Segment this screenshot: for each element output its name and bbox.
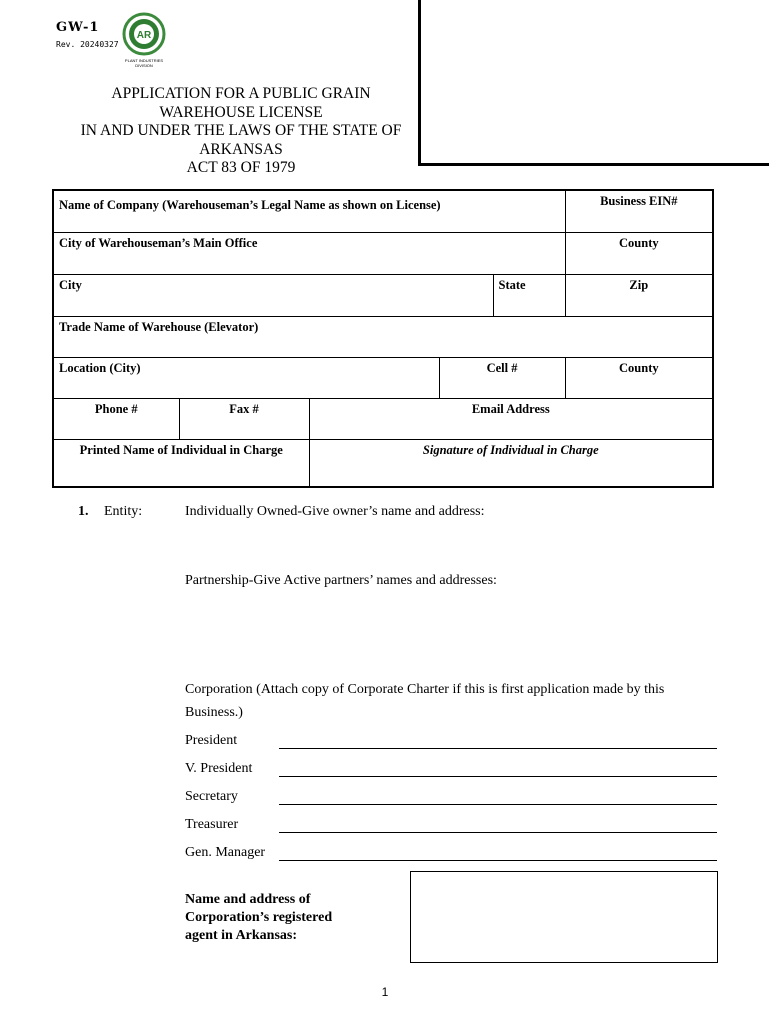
page-title xyxy=(55,85,427,178)
seal-icon xyxy=(120,12,168,56)
revision-label: Rev. 20240327 xyxy=(56,40,119,49)
agent-label-line: agent in Arkansas: xyxy=(185,928,298,943)
city-label: City xyxy=(59,278,82,292)
fax-field[interactable] xyxy=(179,399,309,440)
signature-field[interactable] xyxy=(309,440,713,488)
company-name-label: Name of Company (Warehouseman’s Legal Name as shown on License) xyxy=(59,198,441,212)
cell-label: Cell # xyxy=(486,361,518,375)
section-number: 1. xyxy=(78,504,89,519)
title-line: WAREHOUSE LICENSE xyxy=(159,103,323,121)
officer-label-secretary: Secretary xyxy=(185,789,238,804)
county-label: County xyxy=(619,361,659,375)
registered-agent-box[interactable] xyxy=(410,871,718,963)
signature-label: Signature of Individual in Charge xyxy=(422,443,599,457)
main-county-field[interactable] xyxy=(565,233,713,275)
location-city-field[interactable] xyxy=(53,358,439,399)
location-city-label: Location (City) xyxy=(59,361,141,375)
phone-field[interactable] xyxy=(53,399,179,440)
secretary-line[interactable] xyxy=(279,804,717,805)
title-line: ARKANSAS xyxy=(199,140,283,158)
printed-name-label: Printed Name of Individual in Charge xyxy=(79,443,283,457)
form-code: GW-1 xyxy=(56,20,100,35)
fax-label: Fax # xyxy=(229,402,259,416)
title-line: ACT 83 OF 1979 xyxy=(186,159,296,176)
agent-label-line: Corporation’s registered xyxy=(185,910,333,925)
phone-label: Phone # xyxy=(94,402,138,416)
business-ein-field[interactable] xyxy=(565,190,713,233)
corporation-text: Corporation (Attach copy of Corporate Charter if this is first application made by this xyxy=(185,682,665,697)
office-use-box xyxy=(418,0,769,166)
zip-label: Zip xyxy=(629,278,649,292)
officer-label-treasurer: Treasurer xyxy=(185,817,239,832)
individual-owned-text: Individually Owned-Give owner’s name and address: xyxy=(185,504,485,519)
partnership-text: Partnership-Give Active partners’ names and addresses: xyxy=(185,573,497,588)
agency-logo xyxy=(120,12,168,72)
location-county-field[interactable] xyxy=(565,358,713,399)
treasurer-line[interactable] xyxy=(279,832,717,833)
officer-label-vice-president: V. President xyxy=(185,761,253,776)
entity-label: Entity: xyxy=(104,504,143,519)
trade-name-field[interactable] xyxy=(53,317,713,358)
license-info-table xyxy=(52,189,714,488)
logo-mark: AR xyxy=(136,30,152,41)
logo-caption: PLANT INDUSTRIES DIVISION xyxy=(124,58,164,68)
page-number: 1 xyxy=(381,985,389,999)
state-field[interactable] xyxy=(493,275,565,317)
zip-field[interactable] xyxy=(565,275,713,317)
main-office-city-label: City of Warehouseman’s Main Office xyxy=(59,236,258,250)
title-line: IN AND UNDER THE LAWS OF THE STATE OF xyxy=(80,122,402,139)
registered-agent-label xyxy=(185,891,332,945)
business-ein-label: Business EIN# xyxy=(600,194,678,208)
county-label: County xyxy=(619,236,659,250)
city-field[interactable] xyxy=(53,275,493,317)
gen-manager-line[interactable] xyxy=(279,860,717,861)
officer-label-gen-manager: Gen. Manager xyxy=(185,845,266,860)
main-office-city-field[interactable] xyxy=(53,233,565,275)
email-label: Email Address xyxy=(471,402,550,416)
cell-field[interactable] xyxy=(439,358,565,399)
trade-name-label: Trade Name of Warehouse (Elevator) xyxy=(59,320,259,334)
vice-president-line[interactable] xyxy=(279,776,717,777)
officer-label-president: President xyxy=(185,733,238,748)
president-line[interactable] xyxy=(279,748,717,749)
company-name-field[interactable] xyxy=(53,190,565,233)
agent-label-line: Name and address of xyxy=(185,892,311,907)
email-field[interactable] xyxy=(309,399,713,440)
printed-name-field[interactable] xyxy=(53,440,309,488)
corporation-text-cont: Business.) xyxy=(185,705,243,720)
state-label: State xyxy=(498,278,526,292)
title-line: APPLICATION FOR A PUBLIC GRAIN xyxy=(111,85,371,102)
